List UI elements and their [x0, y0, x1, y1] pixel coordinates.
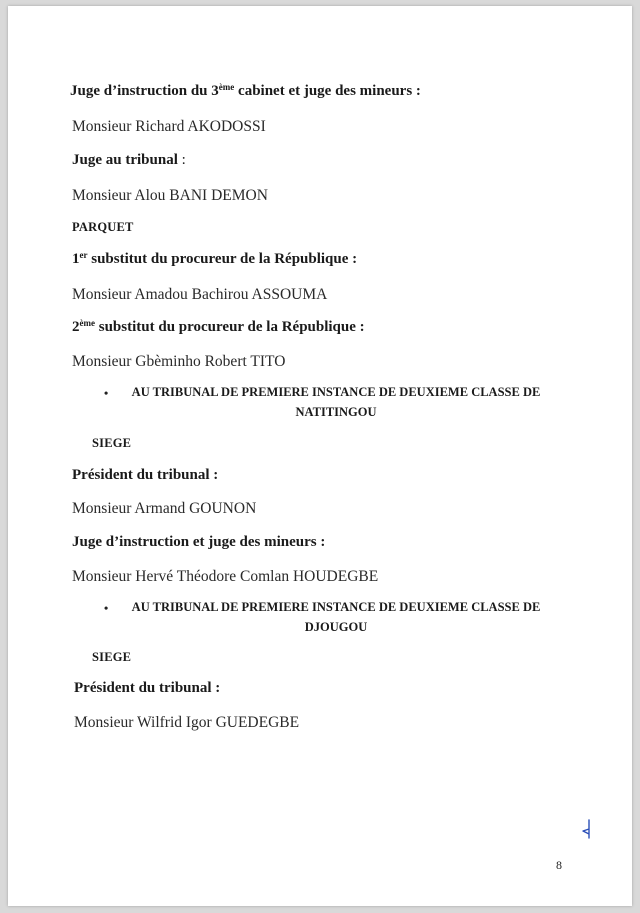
heading-2eme-substitut [72, 319, 365, 336]
heading-text: Juge au tribunal [72, 152, 178, 168]
court-djougou-title [120, 597, 552, 637]
court-title-line: NATITINGOU [295, 405, 377, 419]
heading-text: 1 [72, 251, 80, 267]
handwritten-initial-mark [580, 818, 594, 840]
heading-text: 2 [72, 319, 80, 335]
heading-text: Juge d’instruction du 3 [70, 83, 219, 99]
court-title-line: DJOUGOU [304, 620, 368, 634]
heading-superscript: ème [79, 318, 95, 328]
section-parquet: PARQUET [72, 220, 134, 234]
heading-text: cabinet et juge des mineurs : [234, 83, 421, 99]
page-number: 8 [556, 858, 562, 872]
section-siege-djougou: SIEGE [92, 650, 132, 664]
name-assouma: Monsieur Amadou Bachirou ASSOUMA [72, 286, 328, 303]
heading-1er-substitut [72, 251, 357, 268]
heading-text: substitut du procureur de la République : [87, 251, 358, 267]
heading-superscript: er [79, 250, 88, 260]
name-akodossi: Monsieur Richard AKODOSSI [72, 118, 266, 135]
heading-superscript: ème [218, 82, 235, 92]
name-guedegbe: Monsieur Wilfrid Igor GUEDEGBE [74, 714, 300, 731]
name-tito: Monsieur Gbèminho Robert TITO [72, 353, 286, 370]
section-siege-natitingou: SIEGE [92, 436, 132, 450]
heading-president-natitingou: Président du tribunal : [72, 467, 219, 483]
heading-juge-instruction-3eme [70, 83, 421, 100]
name-gounon: Monsieur Armand GOUNON [72, 500, 257, 517]
bullet-point: • [104, 386, 109, 400]
heading-juge-instruction-natitingou: Juge d’instruction et juge des mineurs : [72, 534, 326, 550]
heading-text: substitut du procureur de la République : [95, 319, 365, 335]
document-page [8, 6, 632, 906]
heading-text: : [177, 152, 186, 168]
court-title-line: AU TRIBUNAL DE PREMIERE INSTANCE DE DEUXIEME CLASSE DE [131, 600, 541, 614]
heading-juge-au-tribunal [72, 152, 186, 169]
name-bani-demon: Monsieur Alou BANI DEMON [72, 187, 268, 204]
court-title-line: AU TRIBUNAL DE PREMIERE INSTANCE DE DEUXIEME CLASSE DE [131, 385, 541, 399]
name-houdegbe: Monsieur Hervé Théodore Comlan HOUDEGBE [72, 568, 379, 585]
bullet-point: • [104, 601, 109, 615]
heading-president-djougou: Président du tribunal : [74, 680, 221, 696]
court-natitingou-title [120, 382, 552, 422]
